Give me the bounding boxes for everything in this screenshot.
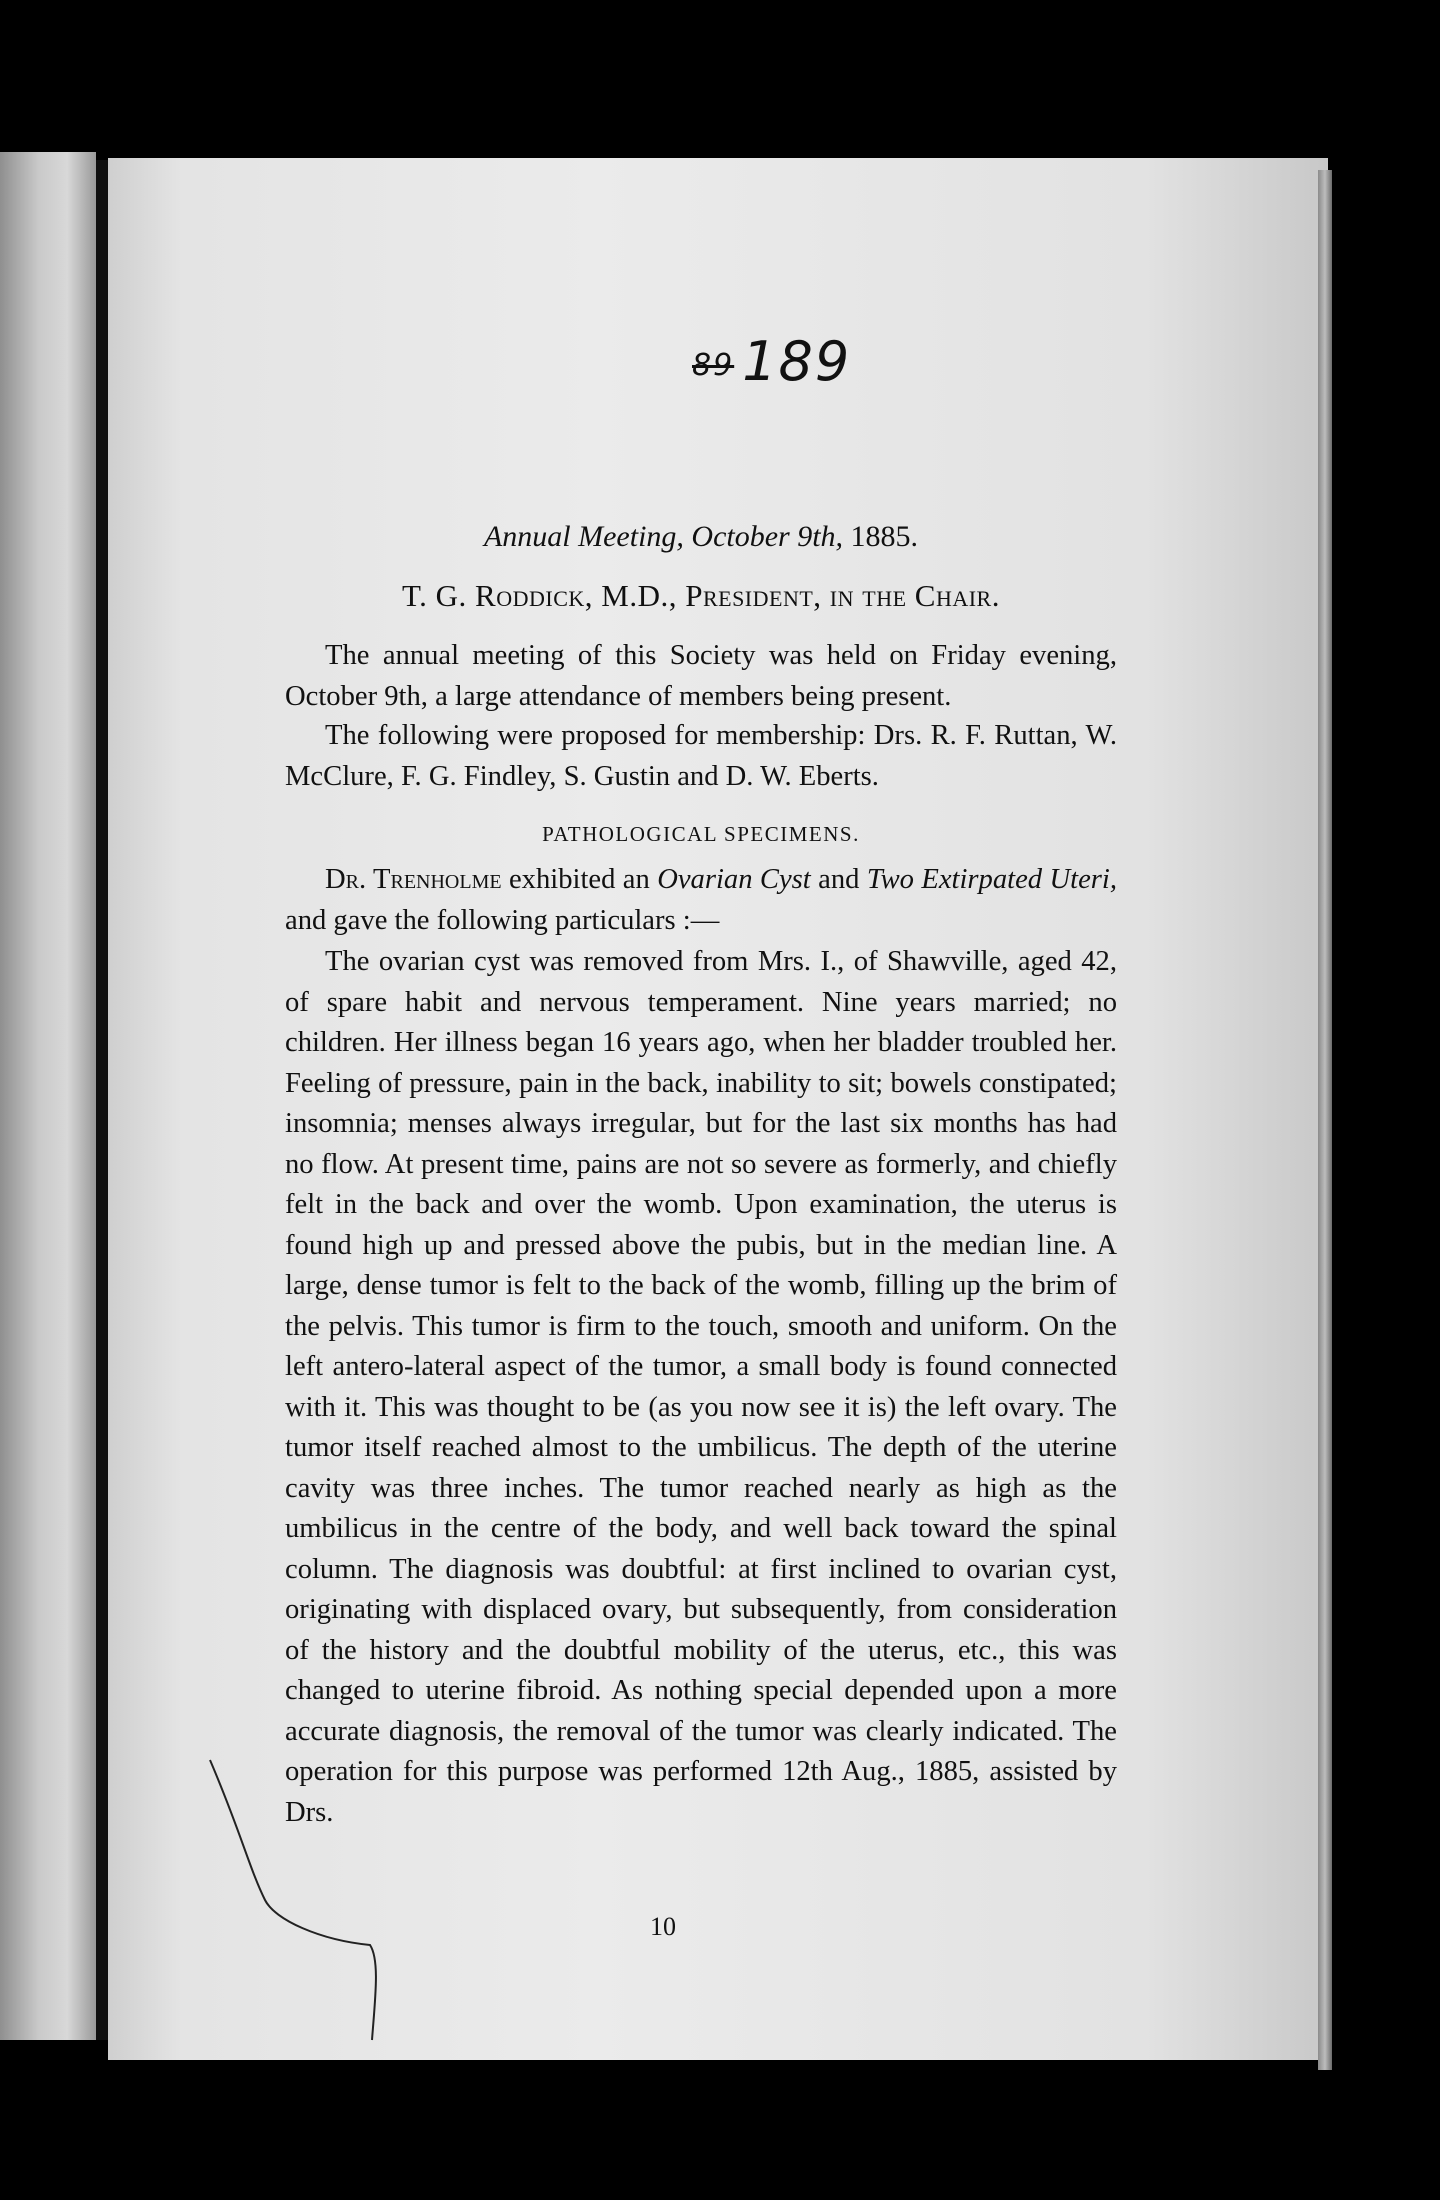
meeting-year: 1885. [850,520,919,553]
exhibit-item: Ovarian Cyst [657,864,811,895]
exhibit-item: Two Extirpated Uteri, [866,864,1117,895]
exhibit-text: and gave the following particulars :— [285,904,720,936]
chair-role: President, in the Chair. [685,578,1000,613]
exhibit-text: exhibited an [501,864,658,895]
struck-folio: 89 [692,347,735,383]
page-number: 10 [650,1912,676,1941]
section-title: PATHOLOGICAL SPECIMENS. [542,822,860,846]
exhibit-text: and [810,864,867,895]
folio-number: 189 [742,330,852,393]
paragraph-text: The ovarian cyst was removed from Mrs. I., of Shawville, aged 42, of spare habit and nervous temperament. Nine years married; no children. Her illness began 16 years ago, when her bladder troubled her. Feeling of pressure, pain in the back, inability to sit; bowels constipated; insomnia; menses always irregular, but for the last six months has had no flow. At present time, pains are not so severe as formerly, and chiefly felt in the back and over the womb. Upon examination, the uterus is found high up and pressed above the pubis, but in the median line. A large, dense tumor is felt to the back of the womb, filling up the brim of the pelvis. This tumor is firm to the touch, smooth and uniform. On the left antero-lateral aspect of the tumor, a small body is found connected with it. This was thought to be (as you now see it is) the left ovary. The tumor itself reached almost to the umbilicus. The depth of the uterine cavity was three inches. The tumor reached nearly as high as the umbilicus in the centre of the body, and well back toward the spinal column. The diagnosis was doubtful: at first inclined to ovarian cyst, originating with displaced ovary, but subsequently, from consideration of the history and the doubtful mobility of the uterus, etc., this was changed to uterine fibroid. As nothing special depended upon a more accurate diagnosis, the removal of the tumor was clearly indicated. The operation for this purpose was performed 12th Aug., 1885, assisted by Drs. [285,946,1117,1828]
meeting-title: Annual Meeting, October 9th, [483,520,844,553]
exhibitor-name: Dr. Trenholme [325,864,502,895]
chair-name: T. G. Roddick, M.D., [402,578,677,613]
paragraph-text: The annual meeting of this Society was held on Friday evening, October 9th, a large attendance of members being present. [285,640,1117,712]
paragraph-text: The following were proposed for membership: Drs. R. F. Ruttan, W. McClure, F. G. Findley, S. Gustin and D. W. Eberts. [285,720,1117,792]
